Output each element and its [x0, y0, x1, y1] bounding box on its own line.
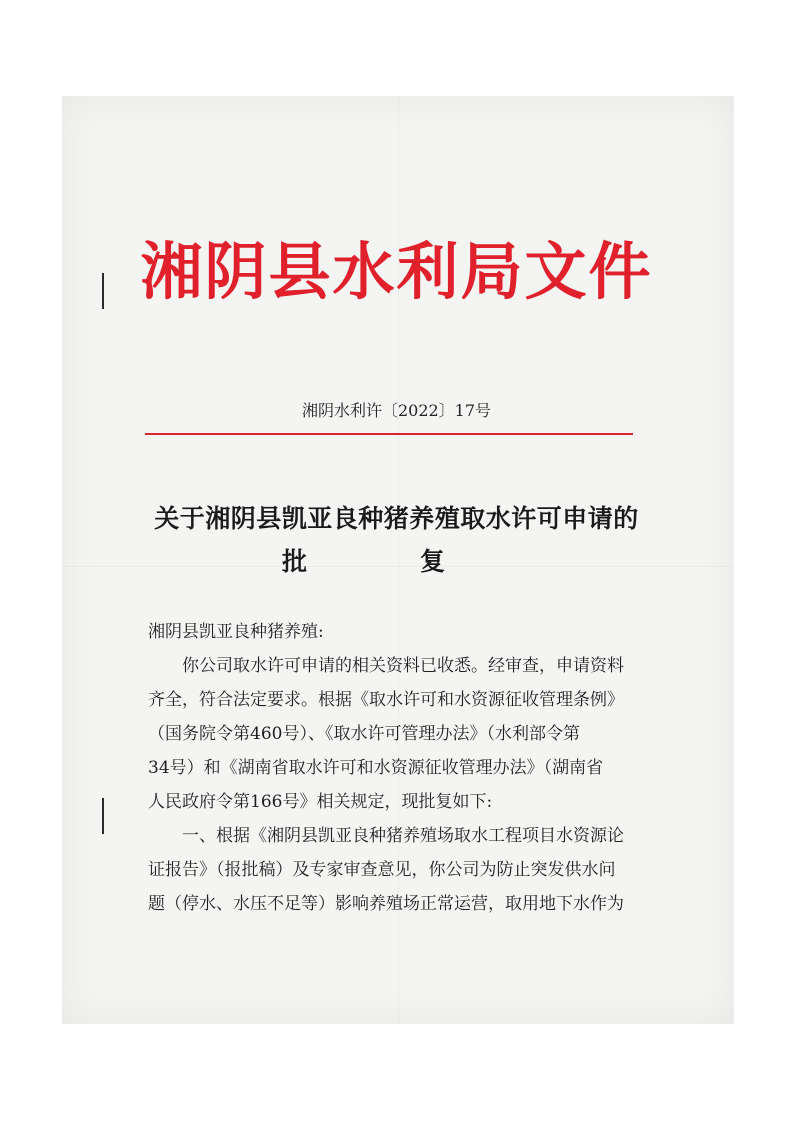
body-line: 人民政府令第166号》相关规定，现批复如下:	[148, 792, 493, 812]
document-header-title: 湘阴县水利局文件	[140, 235, 653, 308]
staple-mark-bottom	[102, 798, 104, 834]
subject-title-line1: 关于湘阴县凯亚良种猪养殖取水许可申请的	[154, 504, 639, 533]
recipient-line: 湘阴县凯亚良种猪养殖:	[148, 622, 324, 642]
subject-title-char-fu: 复	[420, 547, 446, 576]
subject-title-char-pi: 批	[282, 547, 308, 576]
red-divider-line	[145, 433, 633, 435]
body-line: （国务院令第460号）、《取水许可管理办法》（水利部令第	[148, 724, 580, 744]
body-line: 证报告》（报批稿）及专家审查意见，你公司为防止突发供水问	[148, 860, 616, 880]
body-line: 齐全，符合法定要求。根据《取水许可和水资源征收管理条例》	[148, 690, 624, 710]
document-body	[148, 615, 648, 915]
document-number: 湘阴水利许〔2022〕17号	[301, 401, 492, 420]
body-line: 34号）和《湖南省取水许可和水资源征收管理办法》（湖南省	[148, 758, 604, 778]
body-line: 一、根据《湘阴县凯亚良种猪养殖场取水工程项目水资源论	[148, 826, 624, 846]
body-line: 你公司取水许可申请的相关资料已收悉。经审查，申请资料	[148, 656, 624, 676]
body-line: 题（停水、水压不足等）影响养殖场正常运营，取用地下水作为	[148, 894, 624, 914]
